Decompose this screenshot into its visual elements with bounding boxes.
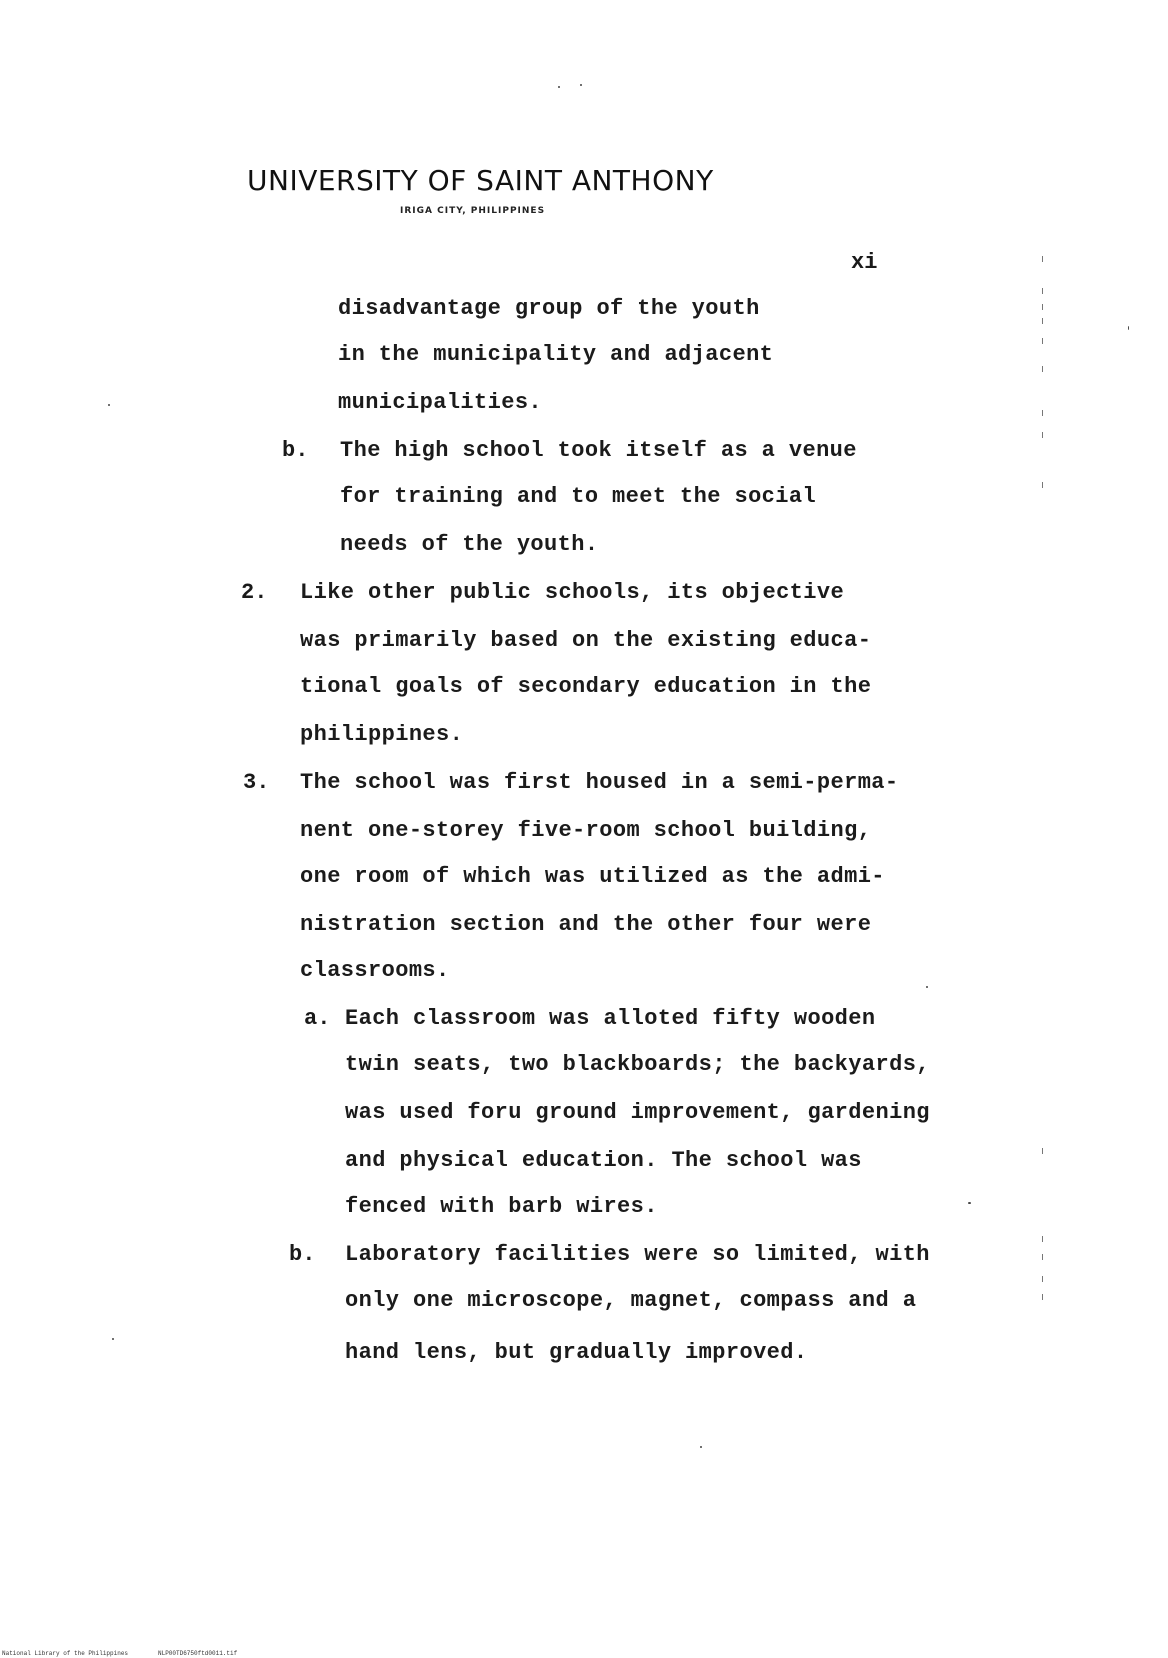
text-line: in the municipality and adjacent <box>338 342 774 367</box>
dust-speck <box>968 1202 971 1204</box>
margin-tick <box>1042 1276 1043 1282</box>
text-line: only one microscope, magnet, compass and a <box>345 1288 917 1313</box>
margin-tick <box>1042 256 1043 262</box>
text-line: municipalities. <box>338 390 543 415</box>
text-line: needs of the youth. <box>340 532 599 557</box>
margin-tick <box>1042 338 1043 344</box>
dust-speck <box>108 404 110 406</box>
letterhead-title: UNIVERSITY OF SAINT ANTHONY <box>247 164 714 197</box>
text-line: Laboratory facilities were so limited, with <box>345 1242 930 1267</box>
dust-speck <box>1128 326 1129 330</box>
dust-speck <box>558 86 560 88</box>
margin-tick <box>1042 482 1043 488</box>
text-line: disadvantage group of the youth <box>338 296 760 321</box>
text-line: philippines. <box>300 722 464 747</box>
footer-source: National Library of the Philippines <box>2 1650 129 1657</box>
margin-tick <box>1042 288 1043 294</box>
text-line: for training and to meet the social <box>340 484 817 509</box>
text-line: twin seats, two blackboards; the backyards, <box>345 1052 930 1077</box>
margin-tick <box>1042 1236 1043 1242</box>
text-line: Like other public schools, its objective <box>300 580 845 605</box>
footer-file-id: NLP00TD6750ftd0011.tif <box>158 1650 238 1657</box>
margin-tick <box>1042 366 1043 372</box>
margin-tick <box>1042 410 1043 416</box>
text-line: Each classroom was alloted fifty wooden <box>345 1006 876 1031</box>
list-marker: 2. <box>241 580 268 605</box>
text-line: nent one-storey five-room school building, <box>300 818 872 843</box>
margin-tick <box>1042 1148 1043 1154</box>
text-line: fenced with barb wires. <box>345 1194 658 1219</box>
text-line: The high school took itself as a venue <box>340 438 857 463</box>
text-line: and physical education. The school was <box>345 1148 862 1173</box>
dust-speck <box>580 84 582 86</box>
margin-tick <box>1042 304 1043 310</box>
page-number: xi <box>851 250 878 275</box>
list-marker: b. <box>289 1242 316 1267</box>
dust-speck <box>700 1446 702 1448</box>
letterhead-subtitle: IRIGA CITY, PHILIPPINES <box>400 206 546 216</box>
list-marker: 3. <box>243 770 270 795</box>
text-line: tional goals of secondary education in the <box>300 674 872 699</box>
dust-speck <box>926 986 928 988</box>
margin-tick <box>1042 1294 1043 1300</box>
list-marker: b. <box>282 438 309 463</box>
text-line: nistration section and the other four were <box>300 912 872 937</box>
dust-speck <box>112 1338 114 1340</box>
text-line: hand lens, but gradually improved. <box>345 1340 808 1365</box>
text-line: The school was first housed in a semi-perma- <box>300 770 899 795</box>
text-line: classrooms. <box>300 958 450 983</box>
margin-tick <box>1042 1254 1043 1260</box>
text-line: one room of which was utilized as the admi- <box>300 864 885 889</box>
margin-tick <box>1042 432 1043 438</box>
text-line: was primarily based on the existing educa- <box>300 628 872 653</box>
text-line: was used foru ground improvement, gardening <box>345 1100 930 1125</box>
list-marker: a. <box>304 1006 331 1031</box>
margin-tick <box>1042 318 1043 324</box>
